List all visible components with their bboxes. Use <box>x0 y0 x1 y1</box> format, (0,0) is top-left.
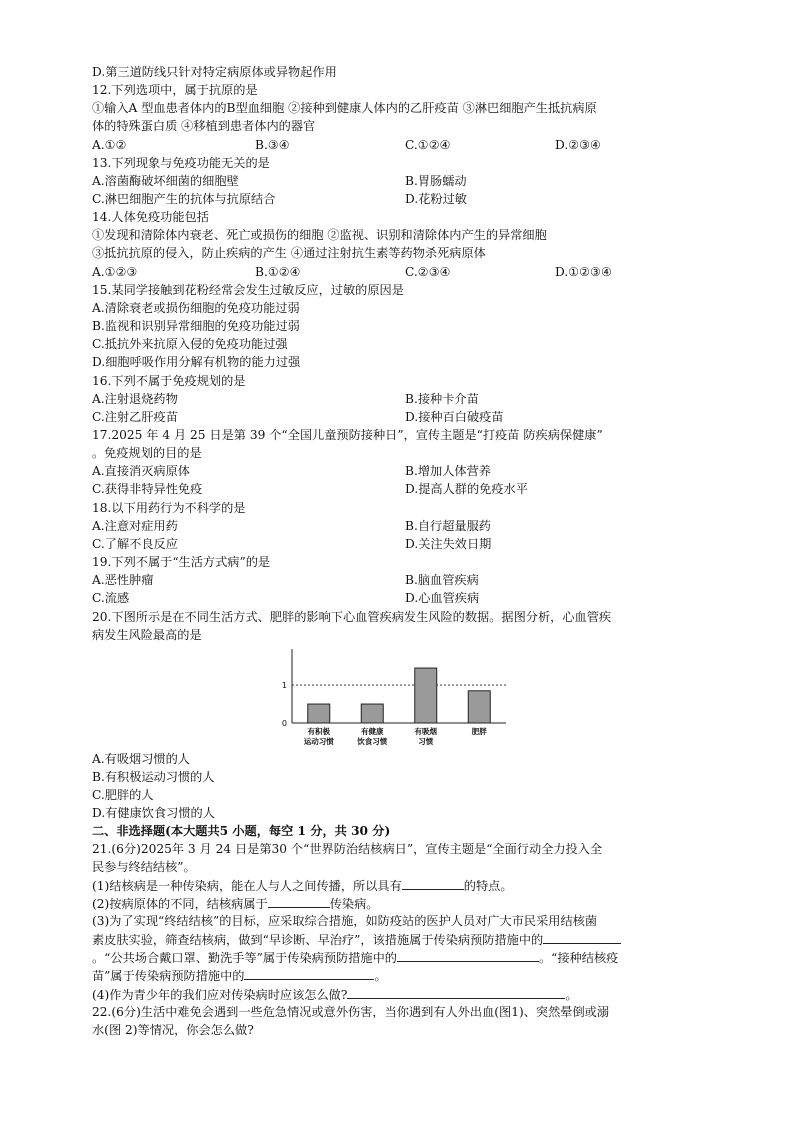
option-d: D.提高人群的免疫水平 <box>405 482 528 496</box>
option-b: B.③④ <box>255 138 290 152</box>
option-a: A.有吸烟习惯的人 <box>92 752 190 766</box>
chart-layer <box>282 649 506 746</box>
part-1-text-end: 的特点。 <box>463 879 513 893</box>
part-1-text: (1)结核病是一种传染病，能在人与人之间传播，所以具有 <box>92 879 402 893</box>
option-c: C.肥胖的人 <box>92 788 154 802</box>
x-tick-label: 肥胖 <box>471 727 487 736</box>
option-b: B.增加人体营养 <box>405 464 491 478</box>
option-d: D.细胞呼吸作用分解有机物的能力过强 <box>92 355 301 369</box>
question-21-part-3-cont <box>92 949 618 966</box>
question-18: 18.以下用药行为不科学的是 <box>92 501 246 515</box>
part-3-text: 。“公共场合戴口罩、勤洗手等”属于传染病预防措施中的 <box>92 951 397 965</box>
answer-blank[interactable] <box>397 949 539 962</box>
bar <box>468 691 490 723</box>
option-c: C.①②④ <box>405 138 451 152</box>
answer-blank[interactable] <box>347 986 565 999</box>
x-tick-label: 运动习惯 <box>303 737 334 746</box>
option-c: C.抵抗外来抗原入侵的免疫功能过强 <box>92 337 288 351</box>
option-c: C.获得非特异性免疫 <box>92 482 203 496</box>
x-tick-label: 有积极 <box>307 727 330 736</box>
question-12: 12.下列选项中，属于抗原的是 <box>92 83 258 97</box>
part-4-text-end: 。 <box>565 988 578 1002</box>
option-a: A.恶性肿瘤 <box>92 573 154 587</box>
option-b: B.监视和识别异常细胞的免疫功能过弱 <box>92 319 300 333</box>
answer-blank[interactable] <box>268 895 330 908</box>
question-17: 17.2025 年 4 月 25 日是第 39 个“全国儿童预防接种日”，宣传主题是“打疫苗 防疾病保健康” <box>92 428 603 442</box>
option-d: D.关注失效日期 <box>405 537 492 551</box>
bar <box>415 668 437 723</box>
option-b: B.胃肠蠕动 <box>405 174 467 188</box>
question-12-statement: 体的特殊蛋白质 ④移植到患者体内的器官 <box>92 119 316 133</box>
option-a: A.①②③ <box>92 265 138 279</box>
question-22-cont: 水(图 2)等情况，你会怎么做? <box>92 1023 254 1037</box>
x-tick-label: 有健康 <box>361 727 384 736</box>
option-d: D.有健康饮食习惯的人 <box>92 806 215 820</box>
answer-blank[interactable] <box>543 931 621 944</box>
question-21-part-3: (3)为了实现“终结结核”的目标，应采取综合措施，如防疫站的医护人员对广大市民采用结核菌 <box>92 914 598 928</box>
question-16: 16.下列不属于免疫规划的是 <box>92 374 246 388</box>
answer-blank[interactable] <box>402 877 464 890</box>
x-tick-label: 习惯 <box>418 737 434 746</box>
x-tick-label: 有吸烟 <box>414 727 437 736</box>
question-21-part-3-cont <box>92 931 621 948</box>
question-15: 15.某同学接触到花粉经常会发生过敏反应，过敏的原因是 <box>92 283 404 297</box>
question-21-part-3-cont <box>92 967 387 984</box>
part-2-text: (2)按病原体的不同，结核病属于 <box>92 897 268 911</box>
question-20: 20.下图所示是在不同生活方式、肥胖的影响下心血管疾病发生风险的数据。据图分析，心血管疾 <box>92 610 612 624</box>
question-22: 22.(6分)生活中难免会遇到一些危急情况或意外伤害，当你遇到有人外出血(图1)、突然晕倒或溺 <box>92 1005 610 1019</box>
y-tick-label: 1 <box>281 681 287 691</box>
y-tick-label: 0 <box>281 719 287 728</box>
section-heading: 二、非选择题(本大题共5 小题，每空 1 分，共 30 分) <box>92 824 391 838</box>
question-21-part-1 <box>92 877 513 894</box>
question-21-cont: 民参与终结结核”。 <box>92 860 196 874</box>
option-d-line: D.第三道防线只针对特定病原体或异物起作用 <box>92 65 337 79</box>
question-21-part-4 <box>92 986 578 1003</box>
option-a: A.直接消灭病原体 <box>92 464 190 478</box>
question-14-statement: ③抵抗抗原的侵入，防止疾病的产生 ④通过注射抗生素等药物杀死病原体 <box>92 246 486 260</box>
question-20-cont: 病发生风险最高的是 <box>92 628 202 642</box>
answer-blank[interactable] <box>244 967 374 980</box>
part-4-text: (4)作为青少年的我们应对传染病时应该怎么做? <box>92 988 348 1002</box>
part-3-text-end: 。“接种结核疫 <box>538 951 619 965</box>
option-b: B.①②④ <box>255 265 301 279</box>
option-d: D.①②③④ <box>555 265 612 279</box>
bar <box>308 704 330 723</box>
question-17-cont: 。免疫规划的目的是 <box>92 446 202 460</box>
option-a: A.溶菌酶破坏细菌的细胞壁 <box>92 174 239 188</box>
option-c: C.流感 <box>92 591 130 605</box>
option-a: A.清除衰老或损伤细胞的免疫功能过弱 <box>92 301 300 315</box>
option-a: A.注射退烧药物 <box>92 392 178 406</box>
question-12-statement: ①输入A 型血患者体内的B型血细胞 ②接种到健康人体内的乙肝疫苗 ③淋巴细胞产生抵抗病原 <box>92 101 597 115</box>
option-d: D.心血管疾病 <box>405 591 480 605</box>
question-21: 21.(6分)2025年 3 月 24 日是第30 个“世界防治结核病日”，宣传主题是“全面行动全力投入全 <box>92 842 603 856</box>
part-3-text-end: 。 <box>374 969 387 983</box>
part-3-text: 素皮肤实验，筛查结核病，做到“早诊断、早治疗”，该措施属于传染病预防措施中的 <box>92 933 544 947</box>
option-b: B.接种卡介苗 <box>405 392 479 406</box>
option-b: B.自行超量服药 <box>405 519 491 533</box>
option-c: C.注射乙肝疫苗 <box>92 410 178 424</box>
option-d: D.花粉过敏 <box>405 192 467 206</box>
option-a: A.注意对症用药 <box>92 519 178 533</box>
risk-bar-chart <box>278 645 518 750</box>
bar <box>361 704 383 723</box>
question-14-statement: ①发现和清除体内衰老、死亡或损伤的细胞 ②监视、识别和清除体内产生的异常细胞 <box>92 228 547 242</box>
question-21-part-2 <box>92 895 378 912</box>
option-c: C.了解不良反应 <box>92 537 178 551</box>
x-tick-label: 饮食习惯 <box>357 737 388 746</box>
question-19: 19.下列不属于“生活方式病”的是 <box>92 555 271 569</box>
part-2-text-end: 传染病。 <box>329 897 379 911</box>
option-b: B.有积极运动习惯的人 <box>92 770 215 784</box>
option-b: B.脑血管疾病 <box>405 573 479 587</box>
part-3-text: 苗”属于传染病预防措施中的 <box>92 969 245 983</box>
option-d: D.②③④ <box>555 138 601 152</box>
option-c: C.②③④ <box>405 265 451 279</box>
option-c: C.淋巴细胞产生的抗体与抗原结合 <box>92 192 276 206</box>
option-a: A.①② <box>92 138 127 152</box>
question-13: 13.下列现象与免疫功能无关的是 <box>92 156 270 170</box>
question-14: 14.人体免疫功能包括 <box>92 210 209 224</box>
option-d: D.接种百白破疫苗 <box>405 410 504 424</box>
